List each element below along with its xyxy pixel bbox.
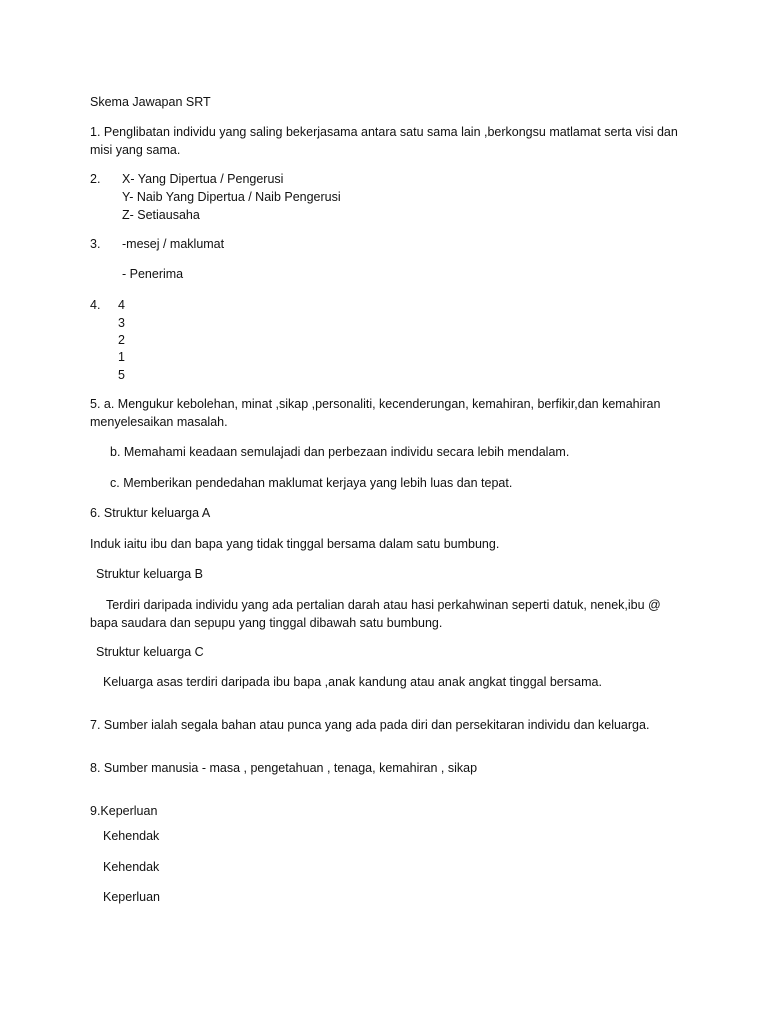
answer-2-line-y: Y- Naib Yang Dipertua / Naib Pengerusi xyxy=(122,190,341,204)
answer-3-number: 3. xyxy=(90,237,101,251)
answer-2-number: 2. xyxy=(90,172,101,186)
answer-6-text-a: Induk iaitu ibu dan bapa yang tidak tinggal bersama dalam satu bumbung. xyxy=(90,537,500,551)
answer-4-item-1: 4 xyxy=(118,298,125,312)
answer-6-heading-c: Struktur keluarga C xyxy=(96,645,204,659)
answer-9-item-2: Kehendak xyxy=(103,860,160,874)
answer-5c: c. Memberikan pendedahan maklumat kerjaya yang lebih luas dan tepat. xyxy=(110,476,513,490)
answer-8: 8. Sumber manusia - masa , pengetahuan , tenaga, kemahiran , sikap xyxy=(90,761,478,775)
answer-1: 1. Penglibatan individu yang saling bekerjasama antara satu sama lain ,berkongsu matlamat serta visi dan misi yang sama. xyxy=(90,125,678,157)
answer-9-heading: 9.Keperluan xyxy=(90,804,158,818)
answer-6-text-c: Keluarga asas terdiri daripada ibu bapa ,anak kandung atau anak angkat tinggal bersama. xyxy=(103,675,602,689)
answer-7: 7. Sumber ialah segala bahan atau punca yang ada pada diri dan persekitaran individu dan keluarga. xyxy=(90,718,650,732)
answer-4-number: 4. xyxy=(90,298,101,312)
answer-6-text-b: Terdiri daripada individu yang ada pertalian darah atau hasi perkahwinan seperti datuk, nenek,ibu @ bapa saudara dan sepupu yang tinggal dibawah satu bumbung. xyxy=(90,598,661,630)
answer-6-heading-b: Struktur keluarga B xyxy=(96,567,203,581)
answer-4-item-2: 3 xyxy=(118,316,125,330)
answer-3-line-2: - Penerima xyxy=(122,267,184,281)
answer-9-item-3: Keperluan xyxy=(103,890,160,904)
answer-4-item-5: 5 xyxy=(118,368,125,382)
answer-6-heading-a: 6. Struktur keluarga A xyxy=(90,506,211,520)
answer-2-line-z: Z- Setiausaha xyxy=(122,208,200,222)
answer-5a: 5. a. Mengukur kebolehan, minat ,sikap ,personaliti, kecenderungan, kemahiran, berfikir,dan kemahiran menyelesaikan masalah. xyxy=(90,397,661,429)
answer-4-item-4: 1 xyxy=(118,350,125,364)
answer-5b: b. Memahami keadaan semulajadi dan perbezaan individu secara lebih mendalam. xyxy=(110,445,570,459)
answer-3-line-1: -mesej / maklumat xyxy=(122,237,225,251)
answer-2-line-x: X- Yang Dipertua / Pengerusi xyxy=(122,172,284,186)
answer-9-item-1: Kehendak xyxy=(103,829,160,843)
document-title: Skema Jawapan SRT xyxy=(90,95,211,109)
answer-4-item-3: 2 xyxy=(118,333,125,347)
